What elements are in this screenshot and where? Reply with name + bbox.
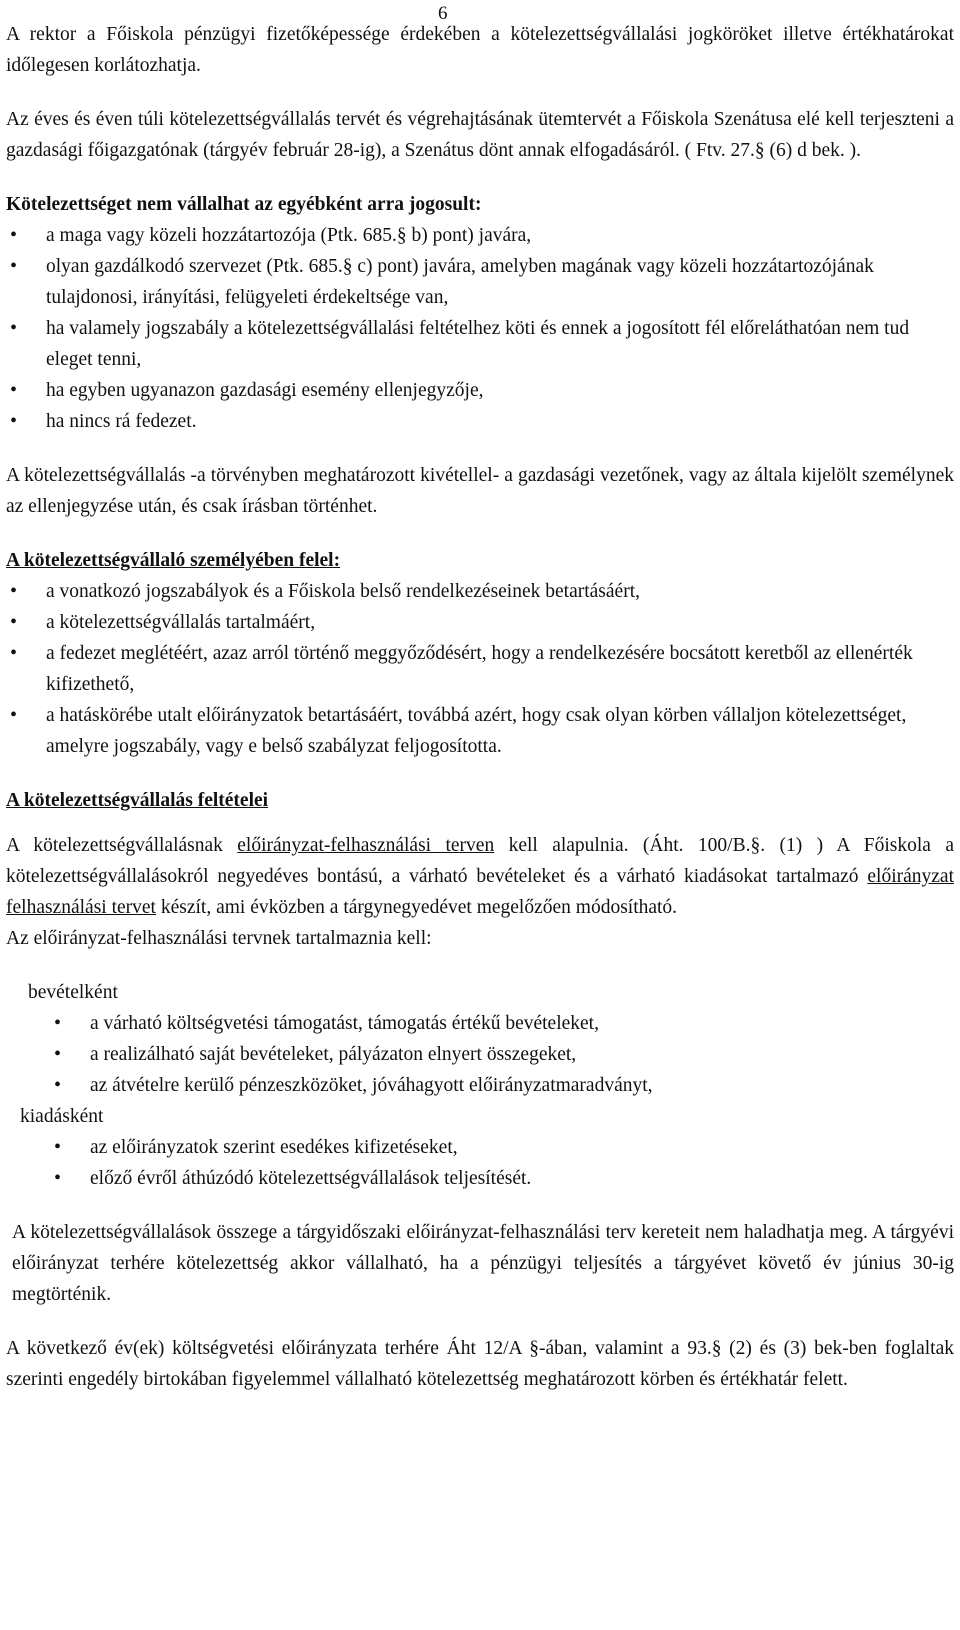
bullet-icon: •: [10, 224, 18, 246]
list-responsibility: [6, 576, 954, 762]
underlined-term: előirányzat-felhasználási terven: [237, 835, 495, 856]
heading-responsibility: A kötelezettségvállaló személyében felel:: [6, 550, 341, 571]
bullet-icon: •: [54, 1074, 62, 1096]
heading-cannot-commit: Kötelezettséget nem vállalhat az egyébként arra jogosult:: [6, 194, 482, 215]
list-expense: [6, 1132, 954, 1194]
paragraph-rector: A rektor a Főiskola pénzügyi fizetőképessége érdekében a kötelezettségvállalási jogköröket illetve értékhatárokat időlegesen korlátozhatja.: [6, 24, 954, 76]
list-item: • ha nincs rá fedezet.: [6, 406, 954, 437]
list-item: • a kötelezettségvállalás tartalmáért,: [6, 607, 954, 638]
paragraph-limits: A kötelezettségvállalások összege a tárgyidőszaki előirányzat-felhasználási terv kereteit nem haladhatja meg. A tárgyévi előirányzat terhére kötelezettség akkor vállalható, ha a pénzügyi teljesítés a tárgyévet követő év június 30-ig megtörténik.: [12, 1222, 954, 1305]
list-revenue: [6, 1008, 954, 1101]
heading-conditions: A kötelezettségvállalás feltételei: [6, 790, 269, 811]
bullet-icon: •: [10, 580, 18, 602]
list-cannot-commit: [6, 220, 954, 437]
bullet-icon: •: [54, 1167, 62, 1189]
bullet-icon: •: [10, 317, 18, 339]
list-item: • olyan gazdálkodó szervezet (Ptk. 685.§ c) pont) javára, amelyben magának vagy közeli hozzátartozójának tulajdonosi, irányítási, felügyeleti érdekeltsége van,: [6, 251, 954, 313]
bullet-icon: •: [10, 611, 18, 633]
document-body: [6, 19, 954, 1395]
paragraph-conditions: A kötelezettségvállalásnak előirányzat-felhasználási terven kell alapulnia. (Áht. 100/B.§. (1) ) A Főiskola a kötelezettségvállalásokról negyedéves bontású, a várható bevételeket és a várható kiadásokat tartalmazó előirányzat felhasználási tervet készít, ami évközben a tárgynegyedévet megelőzően módosítható.: [6, 835, 955, 918]
page-number: 6: [438, 3, 448, 24]
list-item: • a hatáskörébe utalt előirányzatok betartásáért, továbbá azért, hogy csak olyan körben vállaljon kötelezettséget, amelyre jogszabály, vagy e belső szabályzat feljogosította.: [6, 700, 954, 762]
bullet-icon: •: [10, 642, 18, 664]
paragraph-plan-contents: Az előirányzat-felhasználási tervnek tartalmaznia kell:: [6, 928, 432, 949]
list-item: • ha egyben ugyanazon gazdasági esemény ellenjegyzője,: [6, 375, 954, 406]
list-item: • az átvételre kerülő pénzeszközöket, jóváhagyott előirányzatmaradványt,: [6, 1070, 954, 1101]
bullet-icon: •: [10, 704, 18, 726]
bullet-icon: •: [54, 1012, 62, 1034]
label-expense: kiadásként: [20, 1106, 104, 1127]
list-item: • a realizálható saját bevételeket, pályázaton elnyert összegeket,: [6, 1039, 954, 1070]
underlined-term: előirányzat felhasználási tervet: [6, 866, 954, 918]
list-item: • a maga vagy közeli hozzátartozója (Ptk. 685.§ b) pont) javára,: [6, 220, 954, 251]
bullet-icon: •: [54, 1043, 62, 1065]
bullet-icon: •: [10, 379, 18, 401]
list-item: • a fedezet meglétéért, azaz arról történő meggyőződésért, hogy a rendelkezésére bocsátott keretből az ellenérték kifizethető,: [6, 638, 954, 700]
list-item: • a vonatkozó jogszabályok és a Főiskola belső rendelkezéseinek betartásáért,: [6, 576, 954, 607]
list-item: • ha valamely jogszabály a kötelezettségvállalási feltételhez köti és ennek a jogosított fél előreláthatóan nem tud eleget tenni,: [6, 313, 954, 375]
list-item: • előző évről áthúzódó kötelezettségvállalások teljesítését.: [6, 1163, 954, 1194]
bullet-icon: •: [10, 410, 18, 432]
label-revenue: bevételként: [28, 982, 118, 1003]
list-item: • az előirányzatok szerint esedékes kifizetéseket,: [6, 1132, 954, 1163]
paragraph-annual-plan: Az éves és éven túli kötelezettségvállalás tervét és végrehajtásának ütemtervét a Főiskola Szenátusa elé kell terjeszteni a gazdasági főigazgatónak (tárgyév február 28-ig), a Szenátus dönt annak elfogadásáról. ( Ftv. 27.§ (6) d bek. ).: [6, 109, 954, 161]
bullet-icon: •: [10, 255, 18, 277]
paragraph-countersign: A kötelezettségvállalás -a törvényben meghatározott kivétellel- a gazdasági vezetőnek, vagy az általa kijelölt személynek az ellenjegyzése után, és csak írásban történhet.: [6, 465, 954, 517]
paragraph-next-year: A következő év(ek) költségvetési előirányzata terhére Áht 12/A §-ában, valamint a 93.§ (2) és (3) bek-ben foglaltak szerinti engedély birtokában figyelemmel vállalható kötelezettség meghatározott körben és értékhatár felett.: [6, 1338, 954, 1390]
bullet-icon: •: [54, 1136, 62, 1158]
list-item: • a várható költségvetési támogatást, támogatás értékű bevételeket,: [6, 1008, 954, 1039]
